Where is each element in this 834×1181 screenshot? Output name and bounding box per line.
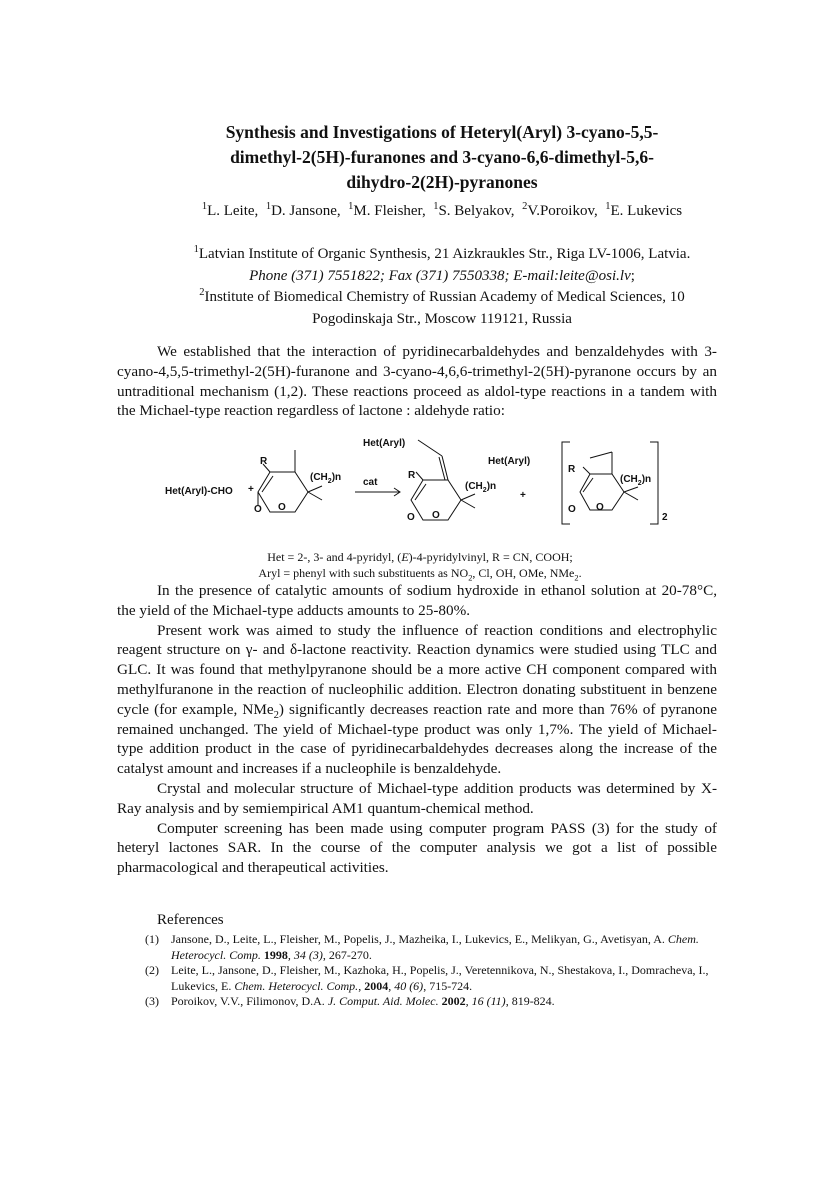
paper-title	[150, 120, 734, 195]
author: $^1$M. Fleisher,	[348, 201, 426, 219]
caption-line-2: Aryl = phenyl with such substituents as $NO_2$, Cl, OH, OMe, NMe$_2$.	[258, 566, 582, 583]
plus-sign: +	[520, 490, 526, 501]
arrow-label: cat	[363, 477, 378, 488]
substituent-r-label: R	[408, 470, 416, 481]
ring-oxygen-label: O	[568, 504, 576, 515]
chain-label: $(CH_2)n$	[465, 481, 497, 494]
paragraph-structure: Crystal and molecular structure of Michael-type addition products was determined by X-Ray analysis and by semiempirical AM1 quantum-chemical method.	[117, 779, 717, 817]
ring-oxygen-label: O	[596, 502, 604, 513]
bracket-right	[650, 442, 658, 524]
results-section	[117, 581, 717, 878]
reference-item: (1) Jansone, D., Leite, L., Fleisher, M., Popelis, J., Mazheika, I., Lukevics, E., Melikyan, G., Avetisyan, A. Chem. Heterocycl. Comp. 1998, 34 (3), 267-270.	[145, 932, 699, 962]
references-list	[145, 932, 720, 1010]
affiliation-2-address: Pogodinskaja Str., Moscow 119121, Russia	[312, 310, 572, 327]
references-heading: References	[157, 912, 224, 928]
caption-line-1: Het = 2-, 3- and 4-pyridyl, (E)-4-pyridylvinyl, R = CN, COOH;	[267, 550, 573, 564]
substituent-r-label: R	[260, 456, 268, 467]
affiliation-2: $^2$Institute of Biomedical Chemistry of Russian Academy of Medical Sciences, 10	[199, 287, 685, 305]
chain-label: $(CH_2)n$	[620, 474, 652, 487]
ring-oxygen-label: O	[278, 502, 286, 513]
author: $^1$L. Leite,	[201, 201, 259, 219]
paragraph-catalysis: In the presence of catalytic amounts of sodium hydroxide in ethanol solution at 20-78°C, the yield of the Michael-type adducts amounts to 25-80%.	[117, 582, 717, 619]
author: $^1$E. Lukevics	[605, 201, 683, 219]
affiliations	[100, 244, 784, 330]
paragraph-intro: We established that the interaction of pyridinecarbaldehydes and benzaldehydes with 3-cyano-4,5,5-trimethyl-2(5H)-furanone and 3-cyano-4,6,6-trimethyl-2(5H)-pyranone occurs by an untraditional mechanism (1,2). These reactions proceed as aldol-type reactions in a tandem with the Michael-type reaction regardless of lactone : aldehyde ratio:	[117, 343, 717, 420]
substituent-r-label: R	[568, 464, 576, 475]
paragraph-reactivity: Present work was aimed to study the influence of reaction conditions and electrophylic reagent structure on γ- and δ-lactone reactivity. Reaction dynamics were studied using TLC and GLC. It was found that methylpyranone should be a more active CH component compared with methylfuranone in the reaction of nucleophilic addition. Electron donating substituent in benzene cycle (for example, NMe$_2$) significantly decreases reaction rate and more than 76% of pyranone remained unchanged. The yield of Michael-type product was only 1,7%. The yield of Michael-type addition product in the case of pyridinecarbaldehydes decreases along the increase of the catalyst amount and increases if a nucleophile is benzaldehyde.	[117, 621, 717, 778]
paragraph-screening: Computer screening has been made using computer program PASS (3) for the study of heteryl lactones SAR. In the course of the computer analysis we got a list of possible pharmacological and therapeutical activities.	[117, 819, 717, 877]
ring-oxygen-label: O	[432, 510, 440, 521]
product-1-group-label: Het(Aryl)	[363, 438, 406, 449]
ring-oxygen-label: O	[407, 512, 415, 523]
product-2-group-label: Het(Aryl)	[488, 456, 531, 467]
author: $^1$D. Jansone,	[265, 201, 341, 219]
scheme-caption	[150, 549, 690, 581]
reference-item: (3) Poroikov, V.V., Filimonov, D.A. J. Comput. Aid. Molec. 2002, 16 (11), 819-824.	[145, 994, 555, 1009]
bracket-index-label: 2	[662, 512, 668, 523]
author: $^1$S. Belyakov,	[433, 201, 515, 219]
intro-section	[117, 342, 717, 421]
contact-line: Phone (371) 7551822; Fax (371) 7550338; E-mail:leite@osi.lv;	[249, 267, 635, 284]
title-line-2: dimethyl-2(5H)-furanones and 3-cyano-6,6-dimethyl-5,6-	[230, 147, 654, 167]
author-list	[100, 203, 784, 220]
reference-item: (2) Leite, L., Jansone, D., Fleisher, M., Kazhoka, H., Popelis, J., Veretennikova, N., Shestakova, I., Domracheva, I., Lukevics, E. Chem. Heterocycl. Comp., 2004, 40 (6), 715-724.	[145, 963, 709, 993]
title-line-1: Synthesis and Investigations of Heteryl(Aryl) 3-cyano-5,5-	[225, 122, 659, 142]
title-line-3: dihydro-2(2H)-pyranones	[346, 172, 538, 192]
plus-sign: +	[248, 484, 254, 495]
reaction-scheme	[150, 432, 690, 542]
author: $^2$V.Poroikov,	[522, 201, 598, 219]
chain-label: $(CH_2)n$	[310, 472, 342, 485]
ring-oxygen-label: O	[254, 504, 262, 515]
affiliation-1: $^1$Latvian Institute of Organic Synthesis, 21 Aizkraukles Str., Riga LV-1006, Latvia.	[193, 244, 691, 262]
reactant-aldehyde-label: Het(Aryl)-CHO	[165, 486, 233, 497]
